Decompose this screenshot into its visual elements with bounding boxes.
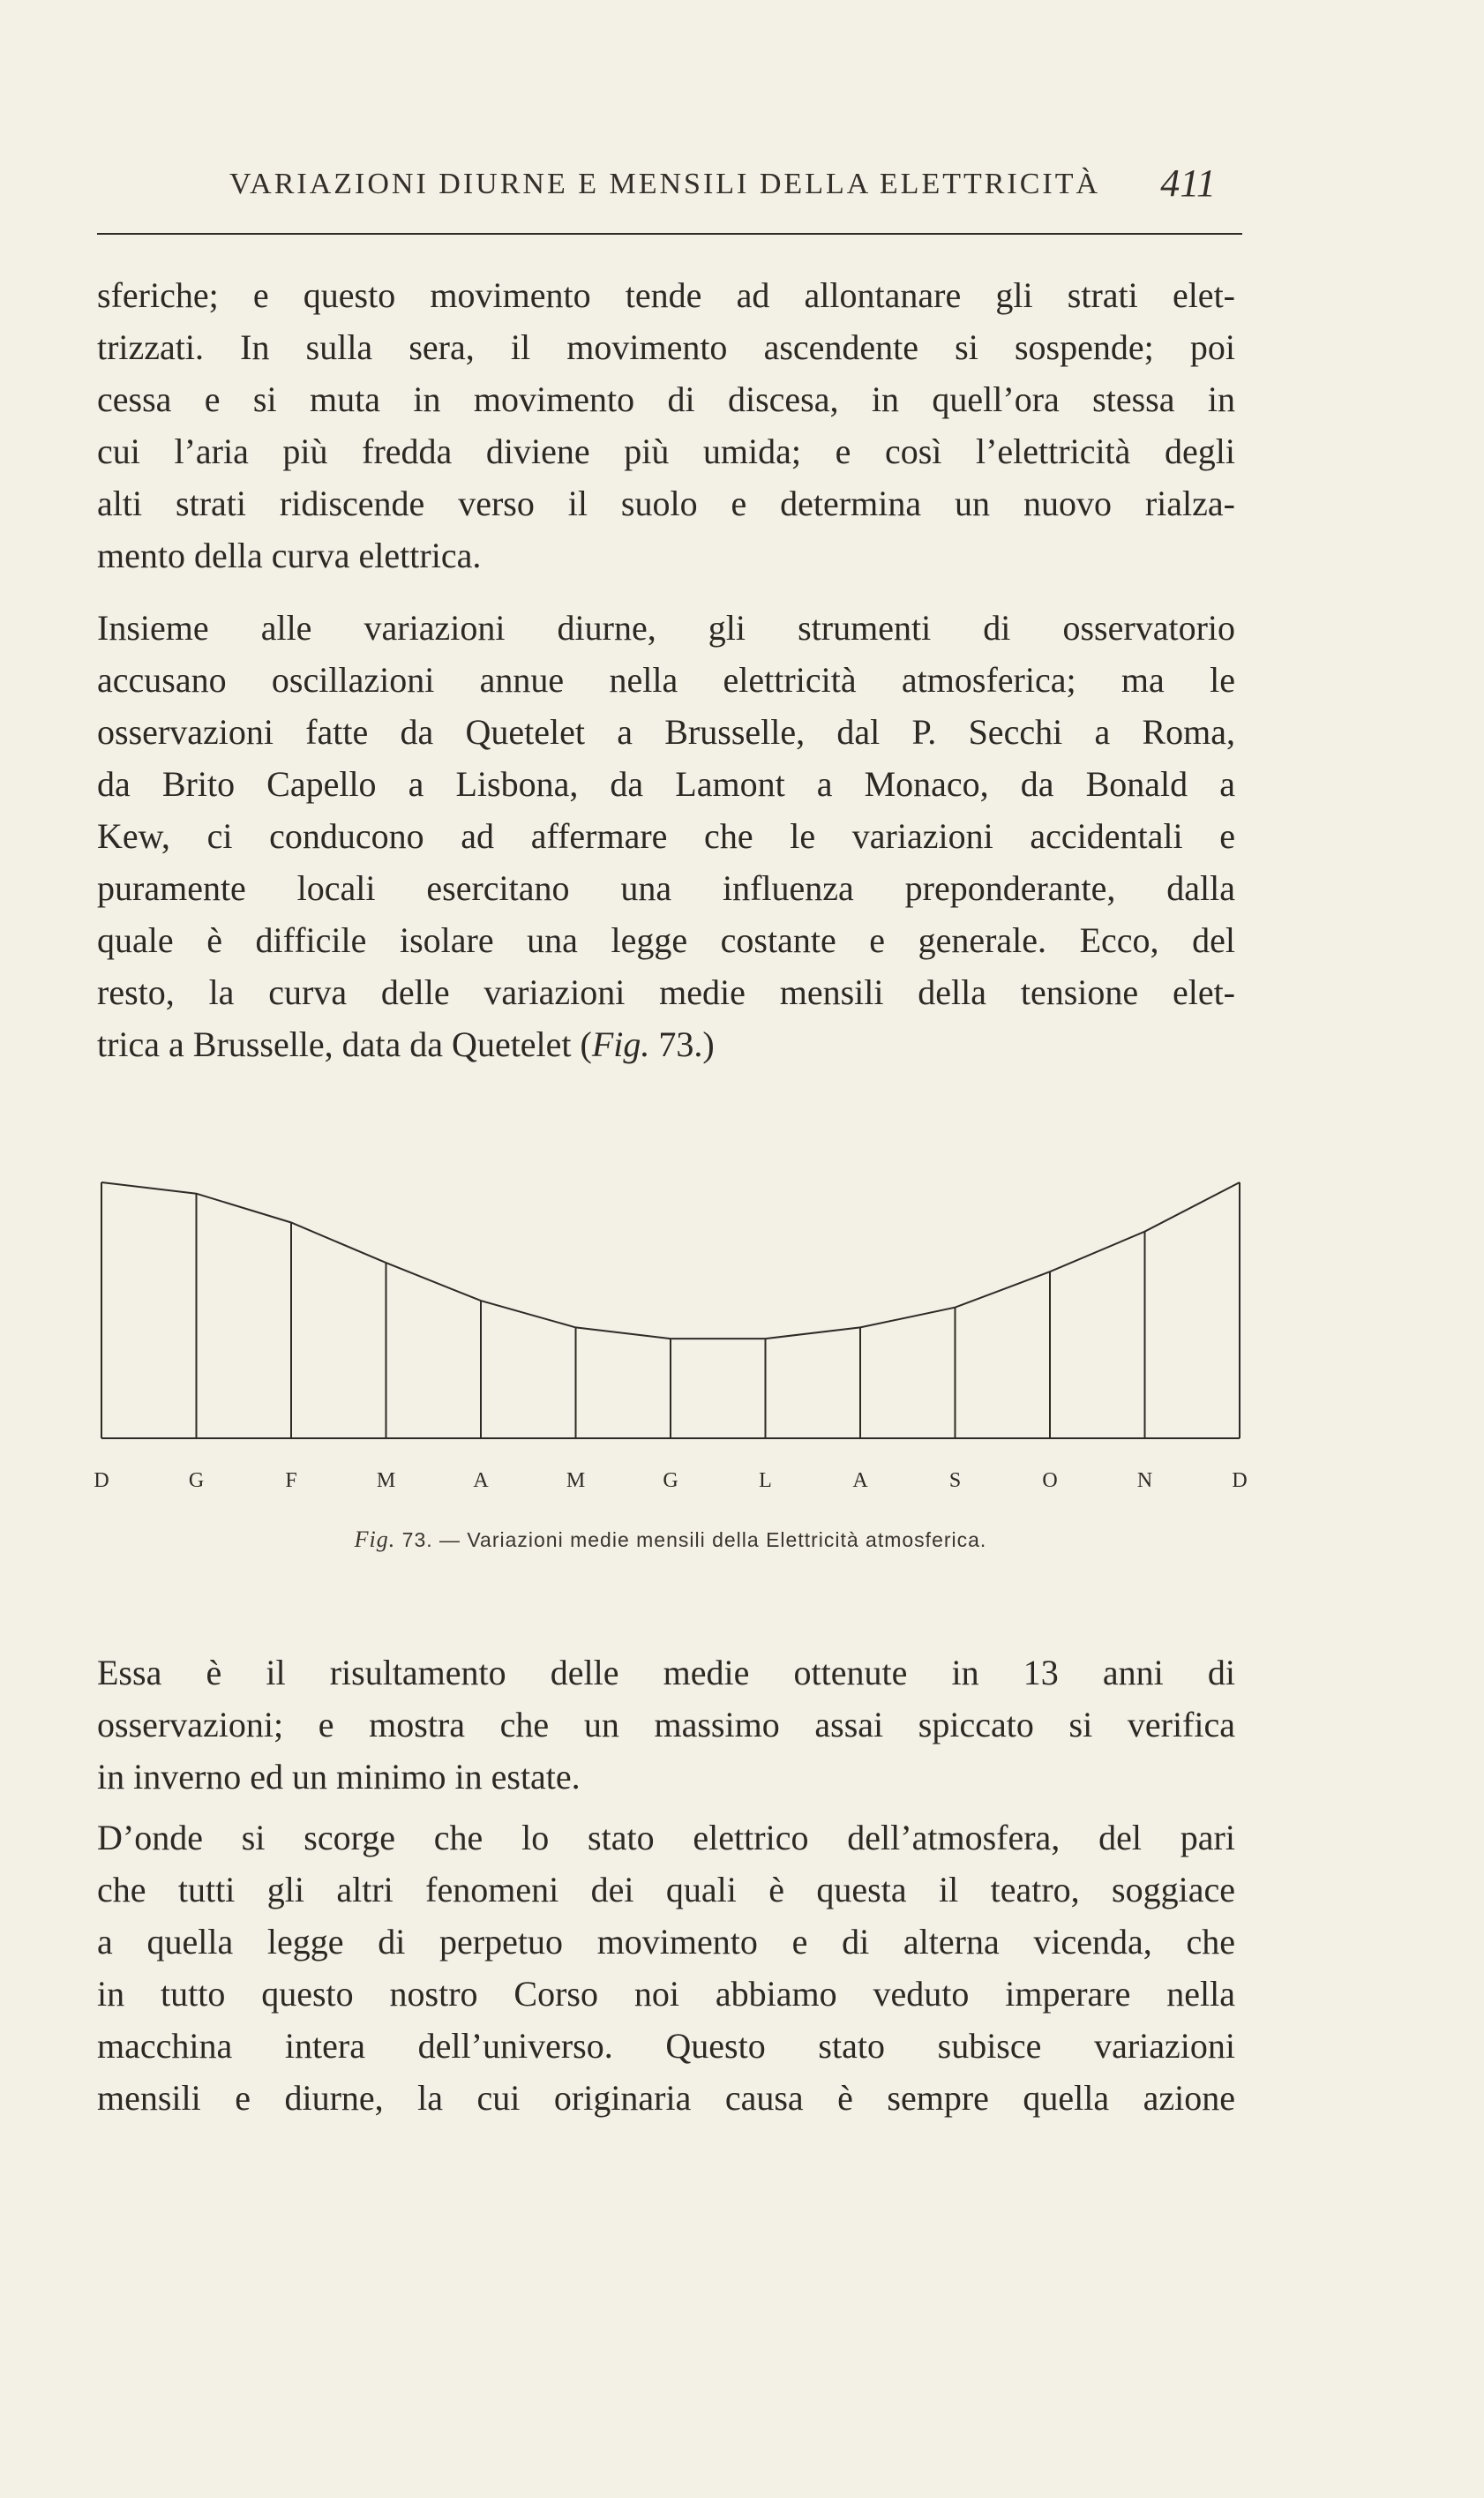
caption-fig-number: 73. bbox=[395, 1528, 433, 1551]
text-line: macchina intera dell’universo. Questo stato subisce variazioni bbox=[97, 2026, 1235, 2066]
caption-fig-label: Fig. bbox=[354, 1527, 396, 1552]
text-line: trizzati. In sulla sera, il movimento ascendente si sospende; poi bbox=[97, 327, 1235, 367]
running-title: VARIAZIONI DIURNE E MENSILI DELLA ELETTRICITÀ bbox=[229, 168, 1101, 200]
text-fragment: trica a Brusselle, data da Quetelet ( bbox=[97, 1024, 592, 1064]
text-line: Kew, ci conducono ad affermare che le variazioni accidentali e bbox=[97, 816, 1235, 856]
text-line: sferiche; e questo movimento tende ad allontanare gli strati elet- bbox=[97, 275, 1235, 315]
month-label: A bbox=[852, 1469, 868, 1492]
month-label: A bbox=[473, 1469, 489, 1492]
figure-caption bbox=[93, 1527, 1248, 1553]
month-label: D bbox=[94, 1469, 109, 1492]
paragraph-4 bbox=[97, 1812, 1235, 2124]
text-line: che tutti gli altri fenomeni dei quali è questa il teatro, soggiace bbox=[97, 1870, 1235, 1909]
text-line: da Brito Capello a Lisbona, da Lamont a Monaco, da Bonald a bbox=[97, 764, 1235, 804]
month-label: D bbox=[1232, 1469, 1248, 1492]
month-label: S bbox=[948, 1469, 962, 1492]
text-line: in inverno ed un minimo in estate. bbox=[97, 1757, 581, 1797]
text-line: in tutto questo nostro Corso noi abbiamo veduto imperare nella bbox=[97, 1974, 1235, 2014]
header-rule bbox=[97, 233, 1242, 235]
text-line: mento della curva elettrica. bbox=[97, 536, 482, 575]
paragraph-1 bbox=[97, 269, 1235, 581]
month-label: N bbox=[1136, 1469, 1153, 1492]
text-line: a quella legge di perpetuo movimento e di alterna vicenda, che bbox=[97, 1922, 1235, 1962]
month-label: L bbox=[759, 1469, 772, 1492]
text-line: D’onde si scorge che lo stato elettrico dell’atmosfera, del pari bbox=[97, 1818, 1235, 1857]
text-line: Insieme alle variazioni diurne, gli strumenti di osservatorio bbox=[97, 608, 1235, 648]
text-line: Essa è il risultamento delle medie ottenute in 13 anni di bbox=[97, 1653, 1235, 1692]
text-line: accusano oscillazioni annue nella elettricità atmosferica; ma le bbox=[97, 660, 1235, 700]
fig-reference: Fig. bbox=[591, 1024, 650, 1064]
text-line: cessa e si muta in movimento di discesa, in quell’ora stessa in bbox=[97, 379, 1235, 419]
text-line: mensili e diurne, la cui originaria causa è sempre quella azione bbox=[97, 2078, 1235, 2118]
text-line: osservazioni fatte da Quetelet a Brusselle, dal P. Secchi a Roma, bbox=[97, 712, 1235, 752]
text-line: alti strati ridiscende verso il suolo e determina un nuovo rialza- bbox=[97, 484, 1235, 523]
monthly-curve-diagram bbox=[93, 1174, 1248, 1509]
month-label: G bbox=[663, 1469, 678, 1492]
month-label: G bbox=[188, 1469, 205, 1492]
text-line: puramente locali esercitano una influenza preponderante, dalla bbox=[97, 868, 1235, 908]
page-number: 411 bbox=[1160, 161, 1216, 205]
paragraph-2 bbox=[97, 602, 1235, 1070]
monthly-curve-line bbox=[101, 1182, 1240, 1339]
month-label: M bbox=[376, 1469, 396, 1492]
caption-text: — Variazioni medie mensili della Elettricità atmosferica. bbox=[432, 1528, 987, 1551]
month-label: F bbox=[285, 1469, 297, 1492]
text-fragment: 73.) bbox=[649, 1024, 715, 1064]
month-label: O bbox=[1042, 1469, 1058, 1492]
text-line: quale è difficile isolare una legge costante e generale. Ecco, del bbox=[97, 920, 1235, 960]
paragraph-3 bbox=[97, 1647, 1235, 1803]
text-line: cui l’aria più fredda diviene più umida; e così l’elettricità degli bbox=[97, 431, 1235, 471]
text-line: resto, la curva delle variazioni medie mensili della tensione elet- bbox=[97, 972, 1235, 1012]
text-line: osservazioni; e mostra che un massimo assai spiccato si verifica bbox=[97, 1705, 1235, 1744]
month-label: M bbox=[566, 1469, 586, 1492]
figure-73 bbox=[93, 1174, 1248, 1562]
text-line bbox=[97, 1018, 1235, 1070]
